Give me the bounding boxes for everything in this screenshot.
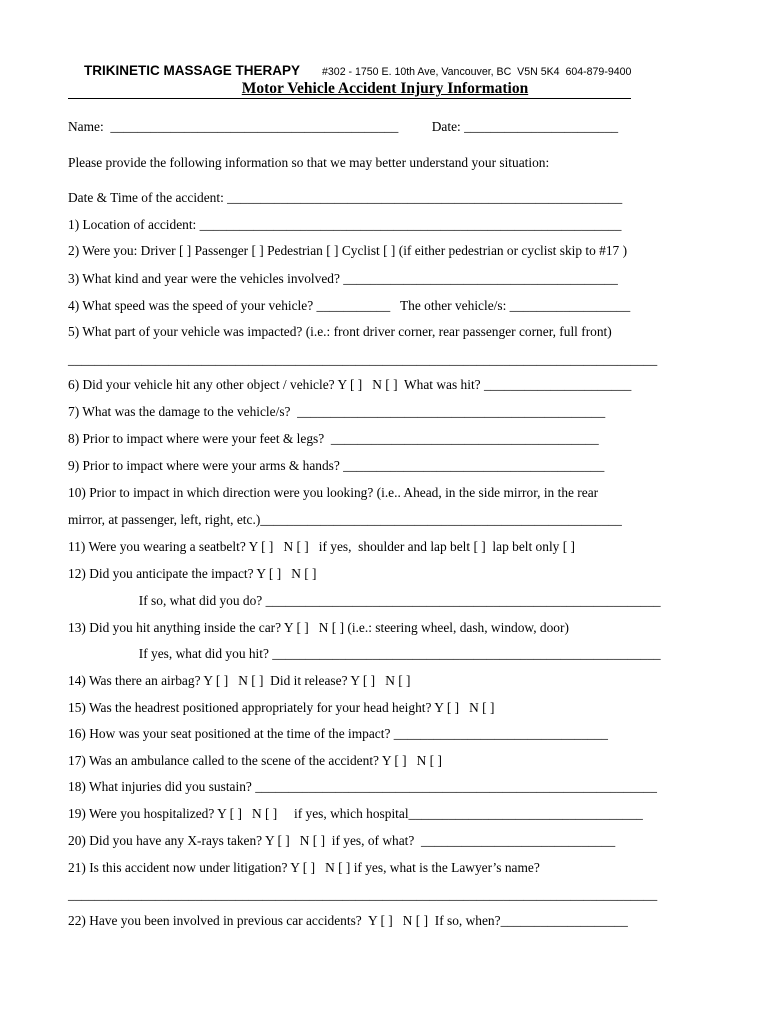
form-line[interactable]: 15) Was the headrest positioned appropriately for your head height? Y [ ] N [ ] xyxy=(68,700,495,715)
form-line[interactable]: Name: ___________________________________________ Date: _______________________ xyxy=(68,119,619,134)
form-line[interactable]: 7) What was the damage to the vehicle/s? ______________________________________________ xyxy=(68,404,606,419)
form-line[interactable]: mirror, at passenger, left, right, etc.)______________________________________________________ xyxy=(68,512,622,527)
form-line[interactable]: 20) Did you have any X-rays taken? Y [ ] N [ ] if yes, of what? _____________________________ xyxy=(68,833,616,848)
form-line[interactable]: 1) Location of accident: _______________________________________________________________ xyxy=(68,217,622,232)
form-line[interactable]: 6) Did your vehicle hit any other object / vehicle? Y [ ] N [ ] What was hit? ______________________ xyxy=(68,377,632,392)
form-line[interactable]: 8) Prior to impact where were your feet & legs? ________________________________________ xyxy=(68,431,599,446)
form-line[interactable]: If so, what did you do? ___________________________________________________________ xyxy=(112,593,661,608)
form-line[interactable]: 19) Were you hospitalized? Y [ ] N [ ] if yes, which hospital___________________________________ xyxy=(68,806,643,821)
form-line[interactable]: 16) How was your seat positioned at the time of the impact? ________________________________ xyxy=(68,726,609,741)
form-line[interactable]: Date & Time of the accident: ___________________________________________________________ xyxy=(68,190,623,205)
form-line[interactable]: 22) Have you been involved in previous car accidents? Y [ ] N [ ] If so, when?___________________ xyxy=(68,913,628,928)
form-line[interactable]: 10) Prior to impact in which direction were you looking? (i.e.. Ahead, in the side mirror, in the rear xyxy=(68,485,599,500)
form-line[interactable]: 2) Were you: Driver [ ] Passenger [ ] Pedestrian [ ] Cyclist [ ] (if either pedestrian or cyclist skip to #17 ) xyxy=(68,243,628,258)
form-line[interactable]: ________________________________________________________________________________________ xyxy=(68,352,658,367)
form-line[interactable]: If yes, what did you hit? __________________________________________________________ xyxy=(112,646,661,661)
form-line[interactable]: Please provide the following information so that we may better understand your situation: xyxy=(68,155,550,170)
form-line[interactable]: ________________________________________________________________________________________ xyxy=(68,887,658,902)
form-line[interactable]: 9) Prior to impact where were your arms & hands? _______________________________________ xyxy=(68,458,605,473)
form-line[interactable]: 4) What speed was the speed of your vehicle? ___________ The other vehicle/s: __________________ xyxy=(68,298,631,313)
form-line[interactable]: 21) Is this accident now under litigation? Y [ ] N [ ] if yes, what is the Lawyer’s name? xyxy=(68,860,540,875)
form-line[interactable]: 18) What injuries did you sustain? ____________________________________________________________ xyxy=(68,779,657,794)
form-line[interactable]: 12) Did you anticipate the impact? Y [ ] N [ ] xyxy=(68,566,317,581)
form-line[interactable]: 5) What part of your vehicle was impacted? (i.e.: front driver corner, rear passenger corner, full front) xyxy=(68,324,612,339)
form-line[interactable]: 13) Did you hit anything inside the car? Y [ ] N [ ] (i.e.: steering wheel, dash, window, door) xyxy=(68,620,569,635)
form-line[interactable]: 11) Were you wearing a seatbelt? Y [ ] N [ ] if yes, shoulder and lap belt [ ] lap belt only [ ] xyxy=(68,539,575,554)
form-line[interactable]: 14) Was there an airbag? Y [ ] N [ ] Did it release? Y [ ] N [ ] xyxy=(68,673,411,688)
form-line[interactable]: 17) Was an ambulance called to the scene of the accident? Y [ ] N [ ] xyxy=(68,753,442,768)
company-address: #302 - 1750 E. 10th Ave, Vancouver, BC V5N 5K4 604-879-9400 xyxy=(322,66,632,78)
form-title: Motor Vehicle Accident Injury Information xyxy=(241,80,529,97)
form-line[interactable]: 3) What kind and year were the vehicles involved? _________________________________________ xyxy=(68,271,618,286)
company-name: TRIKINETIC MASSAGE THERAPY xyxy=(84,63,301,78)
